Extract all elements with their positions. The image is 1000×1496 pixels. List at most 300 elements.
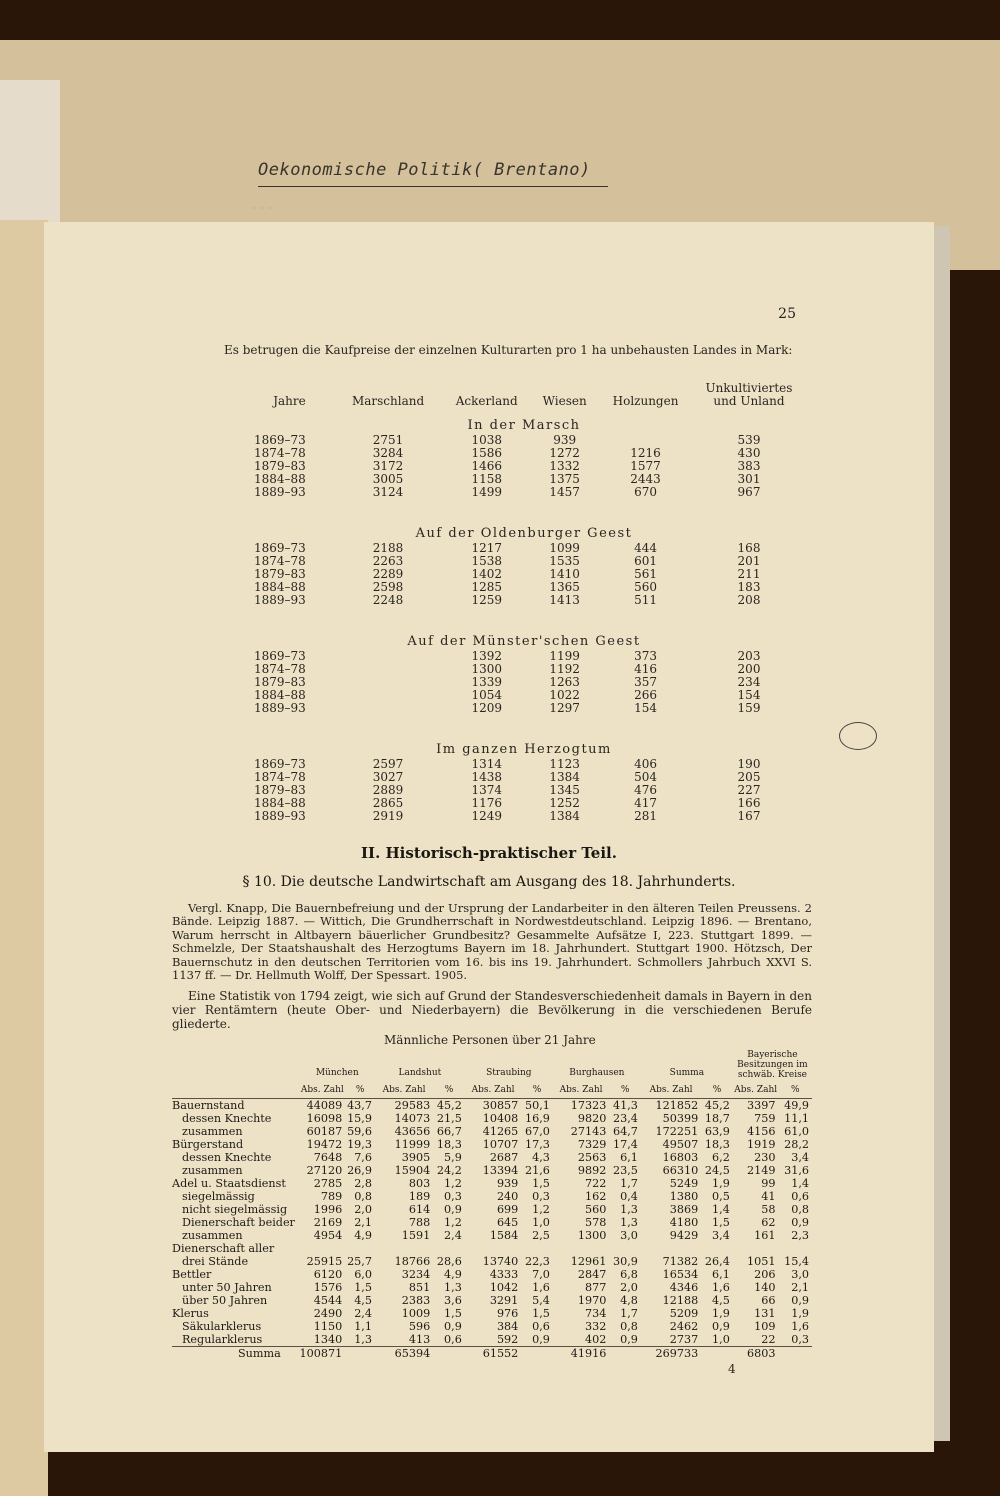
stat-cell: 5249 <box>669 1177 699 1190</box>
stat-label: drei Stände <box>182 1255 249 1268</box>
section-title: Im ganzen Herzogtum <box>436 741 612 757</box>
year-cell: 1884–88 <box>254 472 306 486</box>
sub-abs: Abs. Zahl <box>553 1084 609 1099</box>
price-cell: 154 <box>634 701 657 715</box>
stat-cell: 734 <box>584 1307 607 1320</box>
stat-cell: 1,2 <box>532 1203 550 1216</box>
price-cell: 1413 <box>549 593 580 607</box>
stat-cell: 384 <box>496 1320 519 1333</box>
stat-cell: 49,9 <box>784 1099 809 1112</box>
stat-cell: 1584 <box>489 1229 519 1242</box>
signature-number: 4 <box>728 1362 736 1376</box>
page-number: 25 <box>778 306 796 322</box>
stat-cell: 24,5 <box>704 1164 730 1177</box>
stat-label: Dienerschaft aller <box>172 1242 275 1255</box>
price-cell: 357 <box>634 675 657 689</box>
stat-cell: 63,9 <box>704 1125 730 1138</box>
stat-cell: 17323 <box>570 1099 607 1112</box>
year-cell: 1879–83 <box>254 459 306 473</box>
stat-cell: 3,4 <box>791 1151 809 1164</box>
price-table-header <box>244 382 804 416</box>
price-cell: 1345 <box>549 783 580 797</box>
stat-cell: 2785 <box>313 1177 343 1190</box>
year-cell: 1874–78 <box>254 662 306 676</box>
stat-cell: 60187 <box>306 1125 343 1138</box>
stat-cell: 2737 <box>669 1333 699 1346</box>
price-cell: 967 <box>737 485 761 499</box>
stat-cell: 4,5 <box>712 1294 730 1307</box>
price-cell: 1339 <box>471 675 502 689</box>
stat-cell: 4954 <box>313 1229 343 1242</box>
price-cell: 1249 <box>471 809 502 823</box>
price-row <box>244 758 804 771</box>
stat-cell: 26,4 <box>704 1255 730 1268</box>
stat-cell: 16534 <box>662 1268 699 1281</box>
stat-cell: 3234 <box>401 1268 431 1281</box>
price-cell: 1535 <box>549 554 580 568</box>
stat-cell: 722 <box>584 1177 607 1190</box>
stat-cell: 1919 <box>747 1138 776 1151</box>
stat-label: Säkularklerus <box>182 1320 262 1333</box>
stat-cell: 24,2 <box>436 1164 462 1177</box>
stat-cell: 19,3 <box>347 1138 372 1151</box>
stat-cell: 578 <box>584 1216 607 1229</box>
price-cell: 430 <box>737 446 761 460</box>
stat-cell: 64,7 <box>613 1125 638 1138</box>
price-cell: 2919 <box>372 809 404 823</box>
stat-cell: 62 <box>761 1216 776 1229</box>
sum-spacer <box>433 1347 465 1361</box>
price-cell <box>335 663 441 676</box>
stat-cell: 45,2 <box>704 1099 730 1112</box>
price-row <box>244 434 804 447</box>
price-cell: 1217 <box>471 541 502 555</box>
stat-cell: 12961 <box>570 1255 607 1268</box>
stat-cell: 4346 <box>669 1281 699 1294</box>
spacer-cell <box>244 715 804 740</box>
section-title-row <box>244 416 804 434</box>
section-spacer <box>244 499 804 524</box>
stat-cell: 2,1 <box>354 1216 372 1229</box>
stat-cell <box>733 1242 779 1255</box>
stat-corner <box>172 1050 299 1084</box>
stat-cell <box>299 1242 345 1255</box>
price-cell: 183 <box>737 580 761 594</box>
price-cell: 1297 <box>549 701 580 715</box>
stat-cell <box>701 1242 733 1255</box>
stat-cell: 4,9 <box>444 1268 462 1281</box>
stat-row <box>172 1268 812 1281</box>
price-cell <box>335 650 441 663</box>
price-cell: 3124 <box>372 485 404 499</box>
year-cell: 1869–73 <box>254 649 306 663</box>
price-cell: 2188 <box>372 541 404 555</box>
stat-cell: 2,0 <box>354 1203 372 1216</box>
sum-cell: 6803 <box>733 1347 779 1361</box>
stat-cell: 1051 <box>747 1255 776 1268</box>
stat-cell: 5,9 <box>444 1151 462 1164</box>
stat-cell: 18,7 <box>704 1112 730 1125</box>
price-cell: 1252 <box>549 796 580 810</box>
price-cell: 2443 <box>630 472 661 486</box>
year-cell: 1874–78 <box>254 770 306 784</box>
price-cell: 205 <box>737 770 761 784</box>
stat-row <box>172 1099 812 1113</box>
price-table <box>244 382 804 823</box>
stat-cell: 25,7 <box>347 1255 372 1268</box>
stat-row <box>172 1177 812 1190</box>
stat-cell: 22 <box>761 1333 776 1346</box>
sum-spacer <box>609 1347 641 1361</box>
stat-cell: 592 <box>496 1333 519 1346</box>
year-cell: 1889–93 <box>254 485 306 499</box>
literature-references: Vergl. Knapp, Die Bauernbefreiung und der Ursprung der Landarbeiter in den älteren Teilen Preussens. 2 Bände. Leipzig 1887. — Wittich, Die Grundherrschaft in Nordwestdeutschland. Leipzig 1896. — Brentano, Warum herrscht in Altbayern bäuerlicher Grundbesitz? Gesammelte Aufsätze I, 223. Stuttgart 1899. — Schmelzle, Der Staatshaushalt des Herzogtums Bayern im 18. Jahrhundert. Stuttgart 1900. Hötzsch, Der Bauernschutz in den deutschen Territorien vom 16. bis ins 19. Jahrhundert. Schmollers Jahrbuch XXVI S. 1137 ff. — Dr. Hellmuth Wolff, Der Spessart. 1905. <box>172 901 812 983</box>
price-cell: 1375 <box>549 472 580 486</box>
price-cell: 1054 <box>471 688 502 702</box>
year-cell: 1874–78 <box>254 446 306 460</box>
price-cell: 201 <box>737 554 761 568</box>
stat-label: nicht siegelmässig <box>182 1203 288 1216</box>
price-cell: 2289 <box>372 567 404 581</box>
stat-cell: 1,3 <box>620 1203 638 1216</box>
price-cell: 1586 <box>471 446 502 460</box>
year-cell: 1879–83 <box>254 567 306 581</box>
stat-cell: 28,2 <box>784 1138 809 1151</box>
stat-cell: 10408 <box>482 1112 519 1125</box>
stat-row <box>172 1203 812 1216</box>
price-cell: 561 <box>634 567 657 581</box>
price-cell: 3005 <box>372 472 404 486</box>
stat-cell: 19472 <box>306 1138 343 1151</box>
stat-cell: 1576 <box>313 1281 343 1294</box>
stat-cell: 699 <box>496 1203 519 1216</box>
stat-row <box>172 1112 812 1125</box>
stat-cell: 66,7 <box>436 1125 462 1138</box>
stat-cell: 45,2 <box>436 1099 462 1112</box>
stat-cell: 1,6 <box>532 1281 550 1294</box>
sum-cell: 41916 <box>553 1347 609 1361</box>
price-row <box>244 447 804 460</box>
year-cell: 1889–93 <box>254 593 306 607</box>
stat-cell: 15,4 <box>784 1255 809 1268</box>
stat-cell: 0,9 <box>444 1320 462 1333</box>
col-unkultiviert: Unkultiviertes und Unland <box>705 381 793 408</box>
stat-label: zusammen <box>182 1125 243 1138</box>
pencil-circle-mark <box>839 722 877 750</box>
stat-cell: 2149 <box>747 1164 776 1177</box>
price-cell: 406 <box>634 757 657 771</box>
sub-abs: Abs. Zahl <box>299 1084 345 1099</box>
price-cell: 939 <box>553 433 577 447</box>
section-spacer <box>244 607 804 632</box>
stat-cell: 1042 <box>489 1281 519 1294</box>
sum-spacer <box>521 1347 553 1361</box>
stat-cell: 121852 <box>655 1099 699 1112</box>
sub-abs: Abs. Zahl <box>375 1084 433 1099</box>
stat-cell: 3,0 <box>620 1229 638 1242</box>
stat-cell: 4180 <box>669 1216 699 1229</box>
section-title: In der Marsch <box>467 417 581 433</box>
price-cell: 1466 <box>471 459 502 473</box>
stat-table-body <box>172 1099 812 1347</box>
stat-cell: 15,9 <box>347 1112 372 1125</box>
stat-cell: 2383 <box>401 1294 431 1307</box>
stat-cell: 0,9 <box>791 1294 809 1307</box>
section-title-row <box>244 740 804 758</box>
stat-cell: 18,3 <box>704 1138 730 1151</box>
stat-cell: 59,6 <box>347 1125 372 1138</box>
price-cell: 373 <box>634 649 657 663</box>
price-cell: 416 <box>634 662 657 676</box>
stat-cell <box>641 1242 701 1255</box>
stat-cell: 1,7 <box>620 1307 638 1320</box>
stat-cell: 1,5 <box>354 1281 372 1294</box>
stat-label: Dienerschaft beider <box>182 1216 295 1229</box>
stat-cell: 66 <box>761 1294 776 1307</box>
price-cell: 383 <box>737 459 761 473</box>
stat-label: siegelmässig <box>182 1190 255 1203</box>
stat-cell: 3905 <box>401 1151 431 1164</box>
stat-row <box>172 1333 812 1347</box>
stat-cell: 0,9 <box>444 1203 462 1216</box>
stat-label: Regularklerus <box>182 1333 263 1346</box>
price-cell: 3172 <box>372 459 404 473</box>
stat-row <box>172 1138 812 1151</box>
price-row <box>244 473 804 486</box>
stat-cell: 4,9 <box>354 1229 372 1242</box>
stat-cell: 12188 <box>662 1294 699 1307</box>
stat-cell: 5,4 <box>532 1294 550 1307</box>
price-cell: 1374 <box>471 783 502 797</box>
price-cell: 1285 <box>471 580 502 594</box>
stat-cell: 2,0 <box>620 1281 638 1294</box>
price-cell: 2889 <box>372 783 404 797</box>
price-cell: 1314 <box>471 757 502 771</box>
stat-cell: 1,0 <box>712 1333 730 1346</box>
stat-cell: 1380 <box>669 1190 699 1203</box>
group-schwaben: Bayerische Besitzungen im schwäb. Kreise <box>737 1050 808 1080</box>
stat-cell: 2847 <box>577 1268 607 1281</box>
stat-cell: 0,9 <box>532 1333 550 1346</box>
stat-cell: 22,3 <box>524 1255 550 1268</box>
price-cell: 1022 <box>549 688 580 702</box>
stat-cell: 7,6 <box>354 1151 372 1164</box>
stat-row <box>172 1164 812 1177</box>
sub-pct: % <box>521 1084 553 1099</box>
stat-cell: 6120 <box>313 1268 343 1281</box>
stat-cell <box>779 1242 812 1255</box>
stat-cell: 27120 <box>306 1164 343 1177</box>
stat-cell: 4,8 <box>620 1294 638 1307</box>
stat-sub-header <box>172 1084 812 1099</box>
stat-cell: 6,0 <box>354 1268 372 1281</box>
sum-spacer <box>701 1347 733 1361</box>
stat-cell <box>609 1242 641 1255</box>
stat-cell: 26,9 <box>347 1164 372 1177</box>
price-row <box>244 650 804 663</box>
sum-cell: 65394 <box>375 1347 433 1361</box>
price-cell: 1410 <box>549 567 580 581</box>
sub-abs: Abs. Zahl <box>641 1084 701 1099</box>
paragraph-title: § 10. Die deutsche Landwirtschaft am Ausgang des 18. Jahrhunderts. <box>242 874 736 890</box>
price-cell: 1538 <box>471 554 502 568</box>
stat-cell: 596 <box>408 1320 431 1333</box>
year-cell: 1884–88 <box>254 688 306 702</box>
stat-cell: 1,3 <box>620 1216 638 1229</box>
sub-abs: Abs. Zahl <box>733 1084 779 1099</box>
stat-row <box>172 1190 812 1203</box>
stat-cell: 0,9 <box>620 1333 638 1346</box>
stat-cell: 109 <box>754 1320 776 1333</box>
price-cell: 2248 <box>372 593 404 607</box>
price-cell: 1332 <box>549 459 580 473</box>
price-cell: 1365 <box>549 580 580 594</box>
stat-cell: 6,2 <box>712 1151 730 1164</box>
back-sheet-ghost-text: ... <box>250 198 274 213</box>
stat-cell: 0,3 <box>444 1190 462 1203</box>
stat-cell: 4544 <box>313 1294 343 1307</box>
col-marschland: Marschland <box>351 394 425 408</box>
price-cell: 1300 <box>471 662 502 676</box>
stat-cell: 788 <box>408 1216 431 1229</box>
price-cell: 200 <box>737 662 761 676</box>
price-cell: 1499 <box>471 485 502 499</box>
price-cell: 1402 <box>471 567 502 581</box>
stat-group-header <box>172 1050 812 1084</box>
stat-cell: 4333 <box>489 1268 519 1281</box>
stat-cell: 2563 <box>577 1151 607 1164</box>
stat-cell: 9820 <box>577 1112 607 1125</box>
stat-cell: 4,3 <box>532 1151 550 1164</box>
price-cell: 444 <box>634 541 657 555</box>
stat-cell: 13740 <box>482 1255 519 1268</box>
price-cell: 1384 <box>549 809 580 823</box>
stat-cell <box>465 1242 521 1255</box>
stat-cell: 939 <box>496 1177 519 1190</box>
stat-cell: 16098 <box>306 1112 343 1125</box>
price-cell: 504 <box>634 770 657 784</box>
stat-cell <box>521 1242 553 1255</box>
stat-cell: 614 <box>408 1203 431 1216</box>
stat-sum-row <box>172 1347 812 1361</box>
price-cell: 1259 <box>471 593 502 607</box>
stat-cell: 31,6 <box>784 1164 809 1177</box>
stat-cell: 16,9 <box>524 1112 550 1125</box>
price-cell: 1192 <box>549 662 580 676</box>
col-wiesen: Wiesen <box>542 394 587 408</box>
back-sheet-title: Oekonomische Politik( Brentano) <box>258 160 591 180</box>
stat-cell: 3869 <box>669 1203 699 1216</box>
stat-cell: 0,3 <box>532 1190 550 1203</box>
stat-row <box>172 1294 812 1307</box>
stat-cell: 43,7 <box>347 1099 372 1112</box>
left-page-edge <box>0 220 48 1496</box>
price-cell <box>335 702 441 715</box>
stat-cell: 1,3 <box>354 1333 372 1346</box>
stat-cell: 172251 <box>655 1125 699 1138</box>
stat-cell: 3397 <box>747 1099 776 1112</box>
price-cell: 476 <box>634 783 657 797</box>
price-table-body <box>244 416 804 823</box>
stat-cell: 0,5 <box>712 1190 730 1203</box>
price-row <box>244 460 804 473</box>
stat-cell: 27143 <box>570 1125 607 1138</box>
price-cell: 227 <box>737 783 761 797</box>
stat-cell: 2490 <box>313 1307 343 1320</box>
year-cell: 1869–73 <box>254 541 306 555</box>
stat-cell: 17,4 <box>613 1138 638 1151</box>
stat-cell: 2,4 <box>444 1229 462 1242</box>
spacer-cell <box>244 499 804 524</box>
price-cell: 1158 <box>471 472 502 486</box>
spacer-cell <box>244 607 804 632</box>
price-cell <box>335 689 441 702</box>
stat-cell: 41265 <box>482 1125 519 1138</box>
stat-cell: 30857 <box>482 1099 519 1112</box>
stat-cell: 99 <box>761 1177 776 1190</box>
stat-label: dessen Knechte <box>182 1112 272 1125</box>
stat-cell: 877 <box>584 1281 607 1294</box>
group-muenchen: München <box>315 1068 359 1078</box>
col-ackerland: Ackerland <box>455 394 518 408</box>
stat-cell: 67,0 <box>524 1125 550 1138</box>
stat-sub-corner <box>172 1084 299 1099</box>
stat-cell: 1970 <box>577 1294 607 1307</box>
price-cell: 159 <box>737 701 761 715</box>
stat-cell: 162 <box>584 1190 607 1203</box>
stat-cell: 2,3 <box>791 1229 809 1242</box>
price-cell <box>335 676 441 689</box>
stat-cell: 1,2 <box>444 1177 462 1190</box>
stat-cell: 803 <box>408 1177 431 1190</box>
price-cell: 1123 <box>549 757 580 771</box>
price-row <box>244 594 804 607</box>
sub-abs: Abs. Zahl <box>465 1084 521 1099</box>
stat-cell: 2687 <box>489 1151 519 1164</box>
sum-cell: 100871 <box>299 1347 345 1361</box>
price-row <box>244 663 804 676</box>
year-cell: 1869–73 <box>254 757 306 771</box>
stat-cell: 1,6 <box>712 1281 730 1294</box>
stat-cell: 851 <box>408 1281 431 1294</box>
price-cell: 3027 <box>372 770 404 784</box>
stat-cell: 41,3 <box>613 1099 638 1112</box>
stat-cell: 13394 <box>482 1164 519 1177</box>
stat-cell: 11999 <box>394 1138 431 1151</box>
year-cell: 1879–83 <box>254 675 306 689</box>
price-cell: 511 <box>634 593 657 607</box>
stat-cell: 17,3 <box>524 1138 550 1151</box>
stat-cell: 560 <box>584 1203 607 1216</box>
stat-label: zusammen <box>182 1229 243 1242</box>
price-row <box>244 689 804 702</box>
stat-label: Bettler <box>172 1268 212 1281</box>
statistics-title: Männliche Personen über 21 Jahre <box>384 1033 596 1047</box>
col-holzungen: Holzungen <box>612 394 679 408</box>
stat-cell: 1300 <box>577 1229 607 1242</box>
stat-cell: 15904 <box>394 1164 431 1177</box>
price-cell: 190 <box>737 757 761 771</box>
stat-cell: 161 <box>754 1229 776 1242</box>
price-row <box>244 784 804 797</box>
stat-cell: 50,1 <box>524 1099 550 1112</box>
stat-cell: 29583 <box>394 1099 431 1112</box>
price-cell: 417 <box>634 796 657 810</box>
stat-cell: 21,6 <box>524 1164 550 1177</box>
stat-row <box>172 1281 812 1294</box>
sum-cell: 269733 <box>641 1347 701 1361</box>
stat-cell: 0,6 <box>791 1190 809 1203</box>
